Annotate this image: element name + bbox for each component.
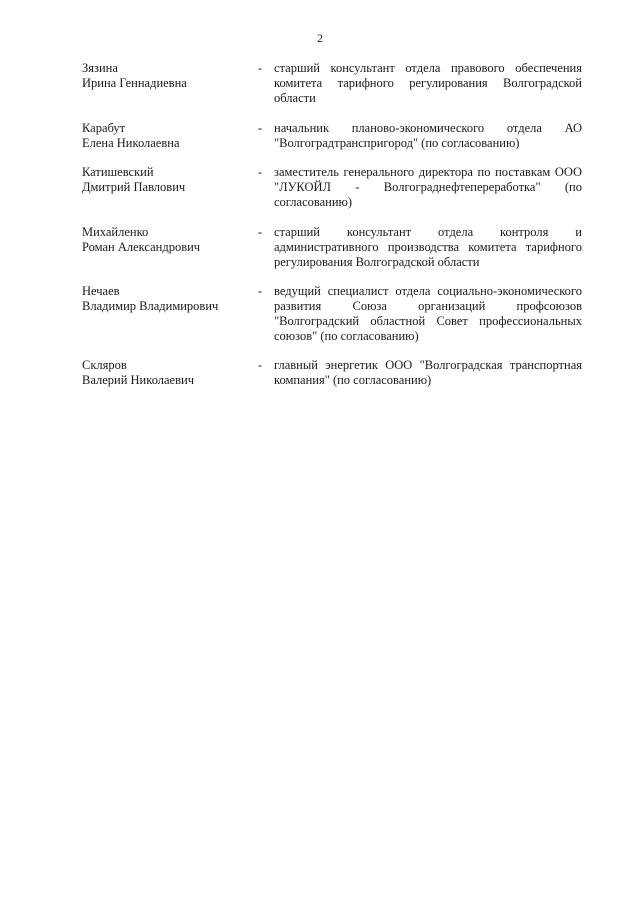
member-dash: - (258, 358, 263, 372)
member-first-name: Дмитрий Павлович (82, 180, 186, 194)
member-dash: - (258, 61, 263, 75)
member-description: главный энергетик ООО "Волгоградская транспортная компания" (по согласованию) (274, 358, 582, 387)
member-description: ведущий специалист отдела социально-экономического развития Союза организаций профсоюзов "Волгоградский областной Совет профессиональных союзов" (по согласованию) (274, 284, 582, 343)
member-dash: - (258, 121, 263, 135)
member-first-name: Роман Александрович (82, 240, 201, 254)
member-first-name: Елена Николаевна (82, 136, 180, 150)
member-description: заместитель генерального директора по поставкам ООО "ЛУКОЙЛ - Волгограднефтепереработка" (по согласованию) (274, 165, 582, 209)
member-dash: - (258, 284, 263, 298)
member-name (82, 225, 247, 255)
member-last-name: Скляров (82, 358, 127, 372)
member-name (82, 284, 247, 314)
member-last-name: Зязина (82, 61, 118, 75)
member-name (82, 358, 247, 388)
member-first-name: Валерий Николаевич (82, 373, 194, 387)
member-last-name: Михайленко (82, 225, 149, 239)
member-description: старший консультант отдела правового обеспечения комитета тарифного регулирования Волгоградской области (274, 61, 582, 105)
member-dash: - (258, 225, 263, 239)
member-description: старший консультант отдела контроля и административного производства комитета тарифного регулирования Волгоградской области (274, 225, 582, 269)
member-last-name: Карабут (82, 121, 126, 135)
member-name (82, 61, 247, 91)
member-last-name: Нечаев (82, 284, 120, 298)
member-name (82, 121, 247, 151)
member-first-name: Владимир Владимирович (82, 299, 219, 313)
member-dash: - (258, 165, 263, 179)
member-last-name: Катишевский (82, 165, 154, 179)
member-name (82, 165, 247, 195)
member-first-name: Ирина Геннадиевна (82, 76, 187, 90)
member-description: начальник планово-экономического отдела АО "Волгоградтранспригород" (по согласованию) (274, 121, 582, 150)
page-number: 2 (317, 31, 323, 45)
